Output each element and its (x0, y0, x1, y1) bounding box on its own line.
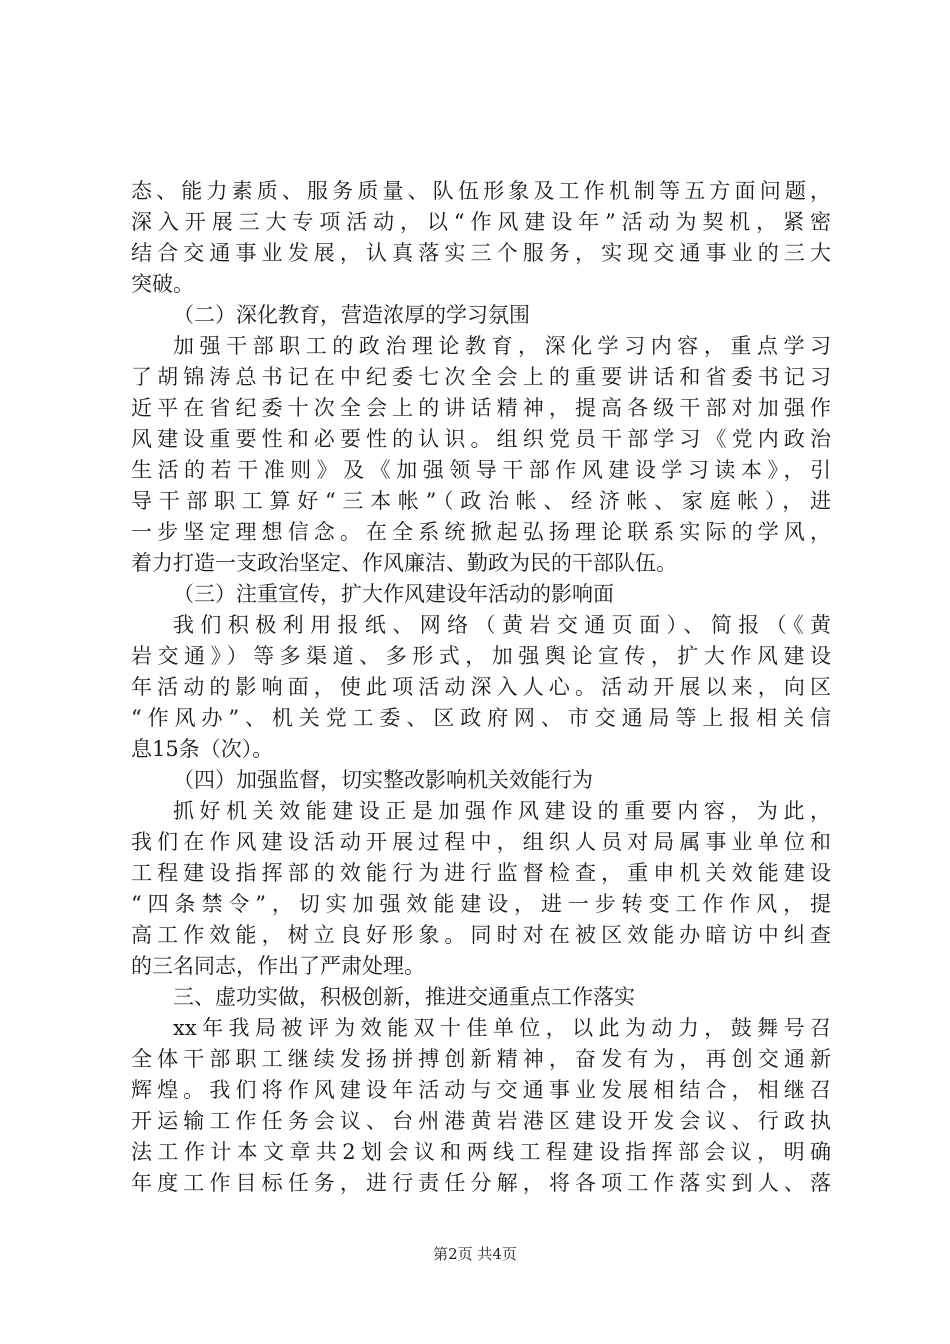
text-line: 我们在作风建设活动开展过程中，组织人员对局属事业单位和 (131, 830, 831, 854)
text-line: 态、能力素质、服务质量、队伍形象及工作机制等五方面问题， (131, 179, 831, 203)
text-line: “作风办”、机关党工委、区政府网、市交通局等上报相关信 (131, 706, 831, 730)
text-line: 生活的若干准则》及《加强领导干部作风建设学习读本》，引 (131, 458, 831, 482)
text-line: 岩交通》）等多渠道、多形式，加强舆论宣传，扩大作风建设 (131, 644, 831, 668)
text-line: 辉煌。我们将作风建设年活动与交通事业发展相结合，相继召 (131, 1078, 831, 1102)
text-line: xx年我局被评为效能双十佳单位，以此为动力，鼓舞号召 (173, 1016, 831, 1040)
text-line: 加强干部职工的政治理论教育，深化学习内容，重点学习 (173, 334, 831, 358)
text-line: 我们积极利用报纸、网络（黄岩交通页面）、简报（《黄 (173, 613, 831, 637)
text-line: 法工作计本文章共2划会议和两线工程建设指挥部会议，明确 (131, 1140, 831, 1164)
text-line: 三、虚功实做，积极创新，推进交通重点工作落实 (173, 985, 635, 1009)
text-line: 突破。 (131, 272, 194, 296)
text-line: 高工作效能，树立良好形象。同时对在被区效能办暗访中纠查 (131, 923, 831, 947)
text-line: （二）深化教育，营造浓厚的学习氛围 (173, 303, 530, 327)
text-line: 着力打造一支政治坚定、作风廉洁、勤政为民的干部队伍。 (131, 551, 677, 575)
text-line: “四条禁令”，切实加强效能建设，进一步转变工作作风，提 (131, 892, 831, 916)
text-line: 近平在省纪委十次全会上的讲话精神，提高各级干部对加强作 (131, 396, 831, 420)
text-line: （三）注重宣传，扩大作风建设年活动的影响面 (173, 582, 614, 606)
text-line: 风建设重要性和必要性的认识。组织党员干部学习《党内政治 (131, 427, 831, 451)
text-line: 了胡锦涛总书记在中纪委七次全会上的重要讲话和省委书记习 (131, 365, 831, 389)
text-line: （四）加强监督，切实整改影响机关效能行为 (173, 768, 593, 792)
text-line: 年活动的影响面，使此项活动深入人心。活动开展以来，向区 (131, 675, 831, 699)
text-line: 年度工作目标任务，进行责任分解，将各项工作落实到人、落 (131, 1171, 831, 1195)
text-line: 深入开展三大专项活动，以“作风建设年”活动为契机，紧密 (131, 210, 831, 234)
text-line: 工程建设指挥部的效能行为进行监督检查，重申机关效能建设 (131, 861, 831, 885)
text-line: 全体干部职工继续发扬拼搏创新精神，奋发有为，再创交通新 (131, 1047, 831, 1071)
text-line: 结合交通事业发展，认真落实三个服务，实现交通事业的三大 (131, 241, 831, 265)
text-line: 一步坚定理想信念。在全系统掀起弘扬理论联系实际的学风， (131, 520, 831, 544)
page-footer: 第2页 共4页 (433, 1245, 517, 1263)
text-line: 开运输工作任务会议、台州港黄岩港区建设开发会议、行政执 (131, 1109, 831, 1133)
document-body (131, 176, 831, 1199)
text-line: 息15条（次）。 (131, 737, 274, 761)
text-line: 的三名同志，作出了严肃处理。 (131, 954, 425, 978)
text-line: 导干部职工算好“三本帐”（政治帐、经济帐、家庭帐），进 (131, 489, 831, 513)
text-line: 抓好机关效能建设正是加强作风建设的重要内容，为此， (173, 799, 831, 823)
